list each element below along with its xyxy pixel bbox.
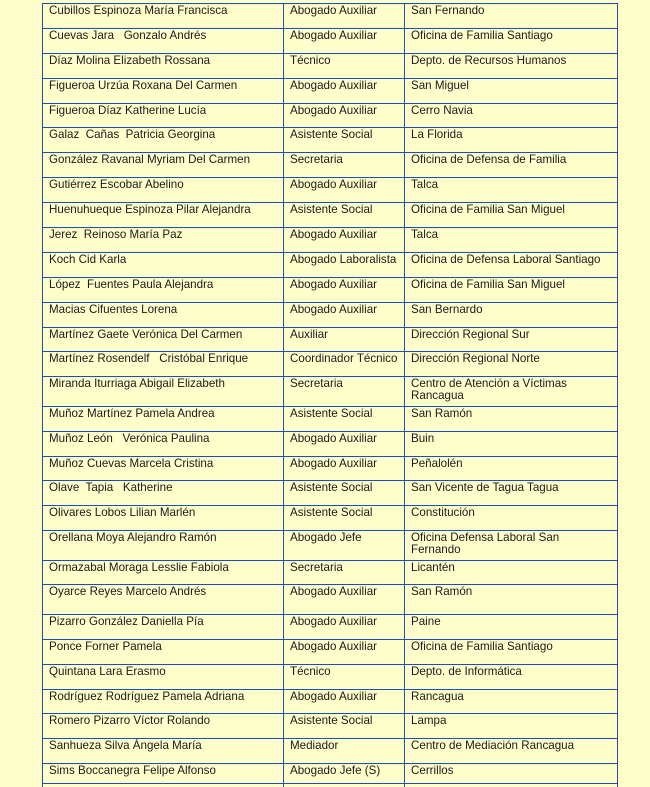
staff-office-cell: Oficina de Familia San Miguel [405, 277, 618, 302]
staff-name-cell: Cubillos Espinoza María Francisca [43, 4, 284, 29]
staff-name-cell: Muñoz Cuevas Marcela Cristina [43, 456, 284, 481]
table-row [43, 481, 618, 506]
staff-office-cell: Buin [405, 431, 618, 456]
table-row [43, 277, 618, 302]
staff-role-cell: Abogado Auxiliar [284, 431, 405, 456]
staff-role-cell: Abogado Auxiliar [284, 585, 405, 614]
staff-office-cell: San Ramón [405, 406, 618, 431]
staff-role-cell: Abogado Auxiliar [284, 228, 405, 253]
staff-role-cell: Abogado Auxiliar [284, 302, 405, 327]
table-row [43, 714, 618, 739]
staff-office-cell: Cerrillos [405, 764, 618, 787]
table-row [43, 664, 618, 689]
staff-office-cell: Oficina de Familia San Miguel [405, 203, 618, 228]
staff-name-cell: Olave Tapia Katherine [43, 481, 284, 506]
staff-office-cell: San Bernardo [405, 302, 618, 327]
staff-table [42, 3, 618, 787]
staff-role-cell: Abogado Auxiliar [284, 103, 405, 128]
staff-role-cell: Coordinador Técnico [284, 352, 405, 377]
table-row [43, 689, 618, 714]
staff-name-cell: Orellana Moya Alejandro Ramón [43, 531, 284, 560]
staff-office-cell: Constitución [405, 506, 618, 531]
staff-name-cell: Cuevas Jara Gonzalo Andrés [43, 28, 284, 53]
staff-role-cell: Abogado Jefe [284, 531, 405, 560]
table-row [43, 431, 618, 456]
staff-name-cell: Ormazabal Moraga Lesslie Fabiola [43, 560, 284, 585]
staff-role-cell: Abogado Auxiliar [284, 78, 405, 103]
staff-name-cell: Miranda Iturriaga Abigail Elizabeth [43, 377, 284, 406]
table-row [43, 560, 618, 585]
staff-table-body [43, 4, 618, 787]
staff-office-cell: San Miguel [405, 78, 618, 103]
table-row [43, 585, 618, 614]
staff-role-cell: Asistente Social [284, 203, 405, 228]
table-row [43, 53, 618, 78]
table-bottom-rule [42, 783, 618, 784]
table-row [43, 252, 618, 277]
table-row [43, 4, 618, 29]
staff-office-cell: Centro de Mediación Rancagua [405, 739, 618, 764]
staff-role-cell: Abogado Auxiliar [284, 689, 405, 714]
staff-office-cell: Centro de Atención a Víctimas Rancagua [405, 377, 618, 406]
staff-office-cell: Oficina Defensa Laboral San Fernando [405, 531, 618, 560]
staff-office-cell: Lampa [405, 714, 618, 739]
staff-name-cell: Romero Pizarro Víctor Rolando [43, 714, 284, 739]
staff-name-cell: Galaz Cañas Patricia Georgina [43, 128, 284, 153]
staff-role-cell: Abogado Auxiliar [284, 614, 405, 639]
staff-office-cell: Dirección Regional Sur [405, 327, 618, 352]
staff-office-cell: Oficina de Defensa Laboral Santiago [405, 252, 618, 277]
staff-name-cell: Jerez Reinoso María Paz [43, 228, 284, 253]
staff-name-cell: Díaz Molina Elizabeth Rossana [43, 53, 284, 78]
staff-office-cell: Dirección Regional Norte [405, 352, 618, 377]
staff-name-cell: Pizarro González Daniella Pía [43, 614, 284, 639]
staff-role-cell: Secretaria [284, 377, 405, 406]
staff-office-cell: Paine [405, 614, 618, 639]
staff-role-cell: Técnico [284, 53, 405, 78]
table-row [43, 28, 618, 53]
staff-name-cell: Martínez Rosendelf Cristóbal Enrique [43, 352, 284, 377]
staff-office-cell: Peñalolén [405, 456, 618, 481]
table-row [43, 327, 618, 352]
staff-role-cell: Abogado Auxiliar [284, 277, 405, 302]
table-row [43, 128, 618, 153]
table-row [43, 178, 618, 203]
staff-name-cell: Oyarce Reyes Marcelo Andrés [43, 585, 284, 614]
table-row [43, 456, 618, 481]
staff-office-cell: Oficina de Familia Santiago [405, 28, 618, 53]
staff-office-cell: Oficina de Defensa de Familia [405, 153, 618, 178]
staff-name-cell: Huenuhueque Espinoza Pilar Alejandra [43, 203, 284, 228]
staff-office-cell: Depto. de Recursos Humanos [405, 53, 618, 78]
table-row [43, 228, 618, 253]
staff-name-cell: Figueroa Urzúa Roxana Del Carmen [43, 78, 284, 103]
staff-office-cell: La Florida [405, 128, 618, 153]
table-row [43, 531, 618, 560]
staff-role-cell: Secretaria [284, 560, 405, 585]
staff-office-cell: Depto. de Informática [405, 664, 618, 689]
staff-office-cell: San Ramón [405, 585, 618, 614]
staff-office-cell: Cerro Navia [405, 103, 618, 128]
staff-role-cell: Abogado Auxiliar [284, 28, 405, 53]
staff-office-cell: Talca [405, 228, 618, 253]
staff-name-cell: Macias Cifuentes Lorena [43, 302, 284, 327]
staff-name-cell: Gutiérrez Escobar Abelino [43, 178, 284, 203]
staff-role-cell: Asistente Social [284, 714, 405, 739]
staff-office-cell: San Vicente de Tagua Tagua [405, 481, 618, 506]
staff-role-cell: Secretaria [284, 153, 405, 178]
staff-office-cell: San Fernando [405, 4, 618, 29]
table-row [43, 614, 618, 639]
staff-name-cell: Sims Boccanegra Felipe Alfonso [43, 764, 284, 787]
staff-office-cell: Licantén [405, 560, 618, 585]
staff-name-cell: Olivares Lobos Lilian Marlén [43, 506, 284, 531]
staff-role-cell: Abogado Auxiliar [284, 639, 405, 664]
staff-name-cell: Muñoz Martínez Pamela Andrea [43, 406, 284, 431]
staff-role-cell: Asistente Social [284, 406, 405, 431]
staff-role-cell: Asistente Social [284, 481, 405, 506]
table-row [43, 103, 618, 128]
table-row [43, 153, 618, 178]
staff-office-cell: Oficina de Familia Santiago [405, 639, 618, 664]
staff-role-cell: Asistente Social [284, 506, 405, 531]
table-row [43, 406, 618, 431]
staff-name-cell: Quintana Lara Erasmo [43, 664, 284, 689]
staff-name-cell: Sanhueza Silva Ángela María [43, 739, 284, 764]
staff-role-cell: Abogado Jefe (S) [284, 764, 405, 787]
staff-name-cell: López Fuentes Paula Alejandra [43, 277, 284, 302]
table-row [43, 639, 618, 664]
staff-name-cell: Figueroa Díaz Katherine Lucía [43, 103, 284, 128]
table-row [43, 78, 618, 103]
staff-role-cell: Abogado Auxiliar [284, 4, 405, 29]
staff-role-cell: Abogado Auxiliar [284, 178, 405, 203]
staff-name-cell: Rodríguez Rodríguez Pamela Adriana [43, 689, 284, 714]
staff-name-cell: Martínez Gaete Verónica Del Carmen [43, 327, 284, 352]
staff-name-cell: Muñoz León Verónica Paulina [43, 431, 284, 456]
staff-role-cell: Asistente Social [284, 128, 405, 153]
staff-role-cell: Técnico [284, 664, 405, 689]
table-row [43, 302, 618, 327]
table-row [43, 506, 618, 531]
staff-office-cell: Rancagua [405, 689, 618, 714]
staff-role-cell: Abogado Laboralista [284, 252, 405, 277]
staff-name-cell: Koch Cid Karla [43, 252, 284, 277]
table-row [43, 352, 618, 377]
table-row [43, 203, 618, 228]
table-row [43, 377, 618, 406]
table-row [43, 739, 618, 764]
staff-office-cell: Talca [405, 178, 618, 203]
staff-name-cell: González Ravanal Myriam Del Carmen [43, 153, 284, 178]
staff-role-cell: Abogado Auxiliar [284, 456, 405, 481]
staff-role-cell: Mediador [284, 739, 405, 764]
staff-role-cell: Auxiliar [284, 327, 405, 352]
staff-name-cell: Ponce Forner Pamela [43, 639, 284, 664]
